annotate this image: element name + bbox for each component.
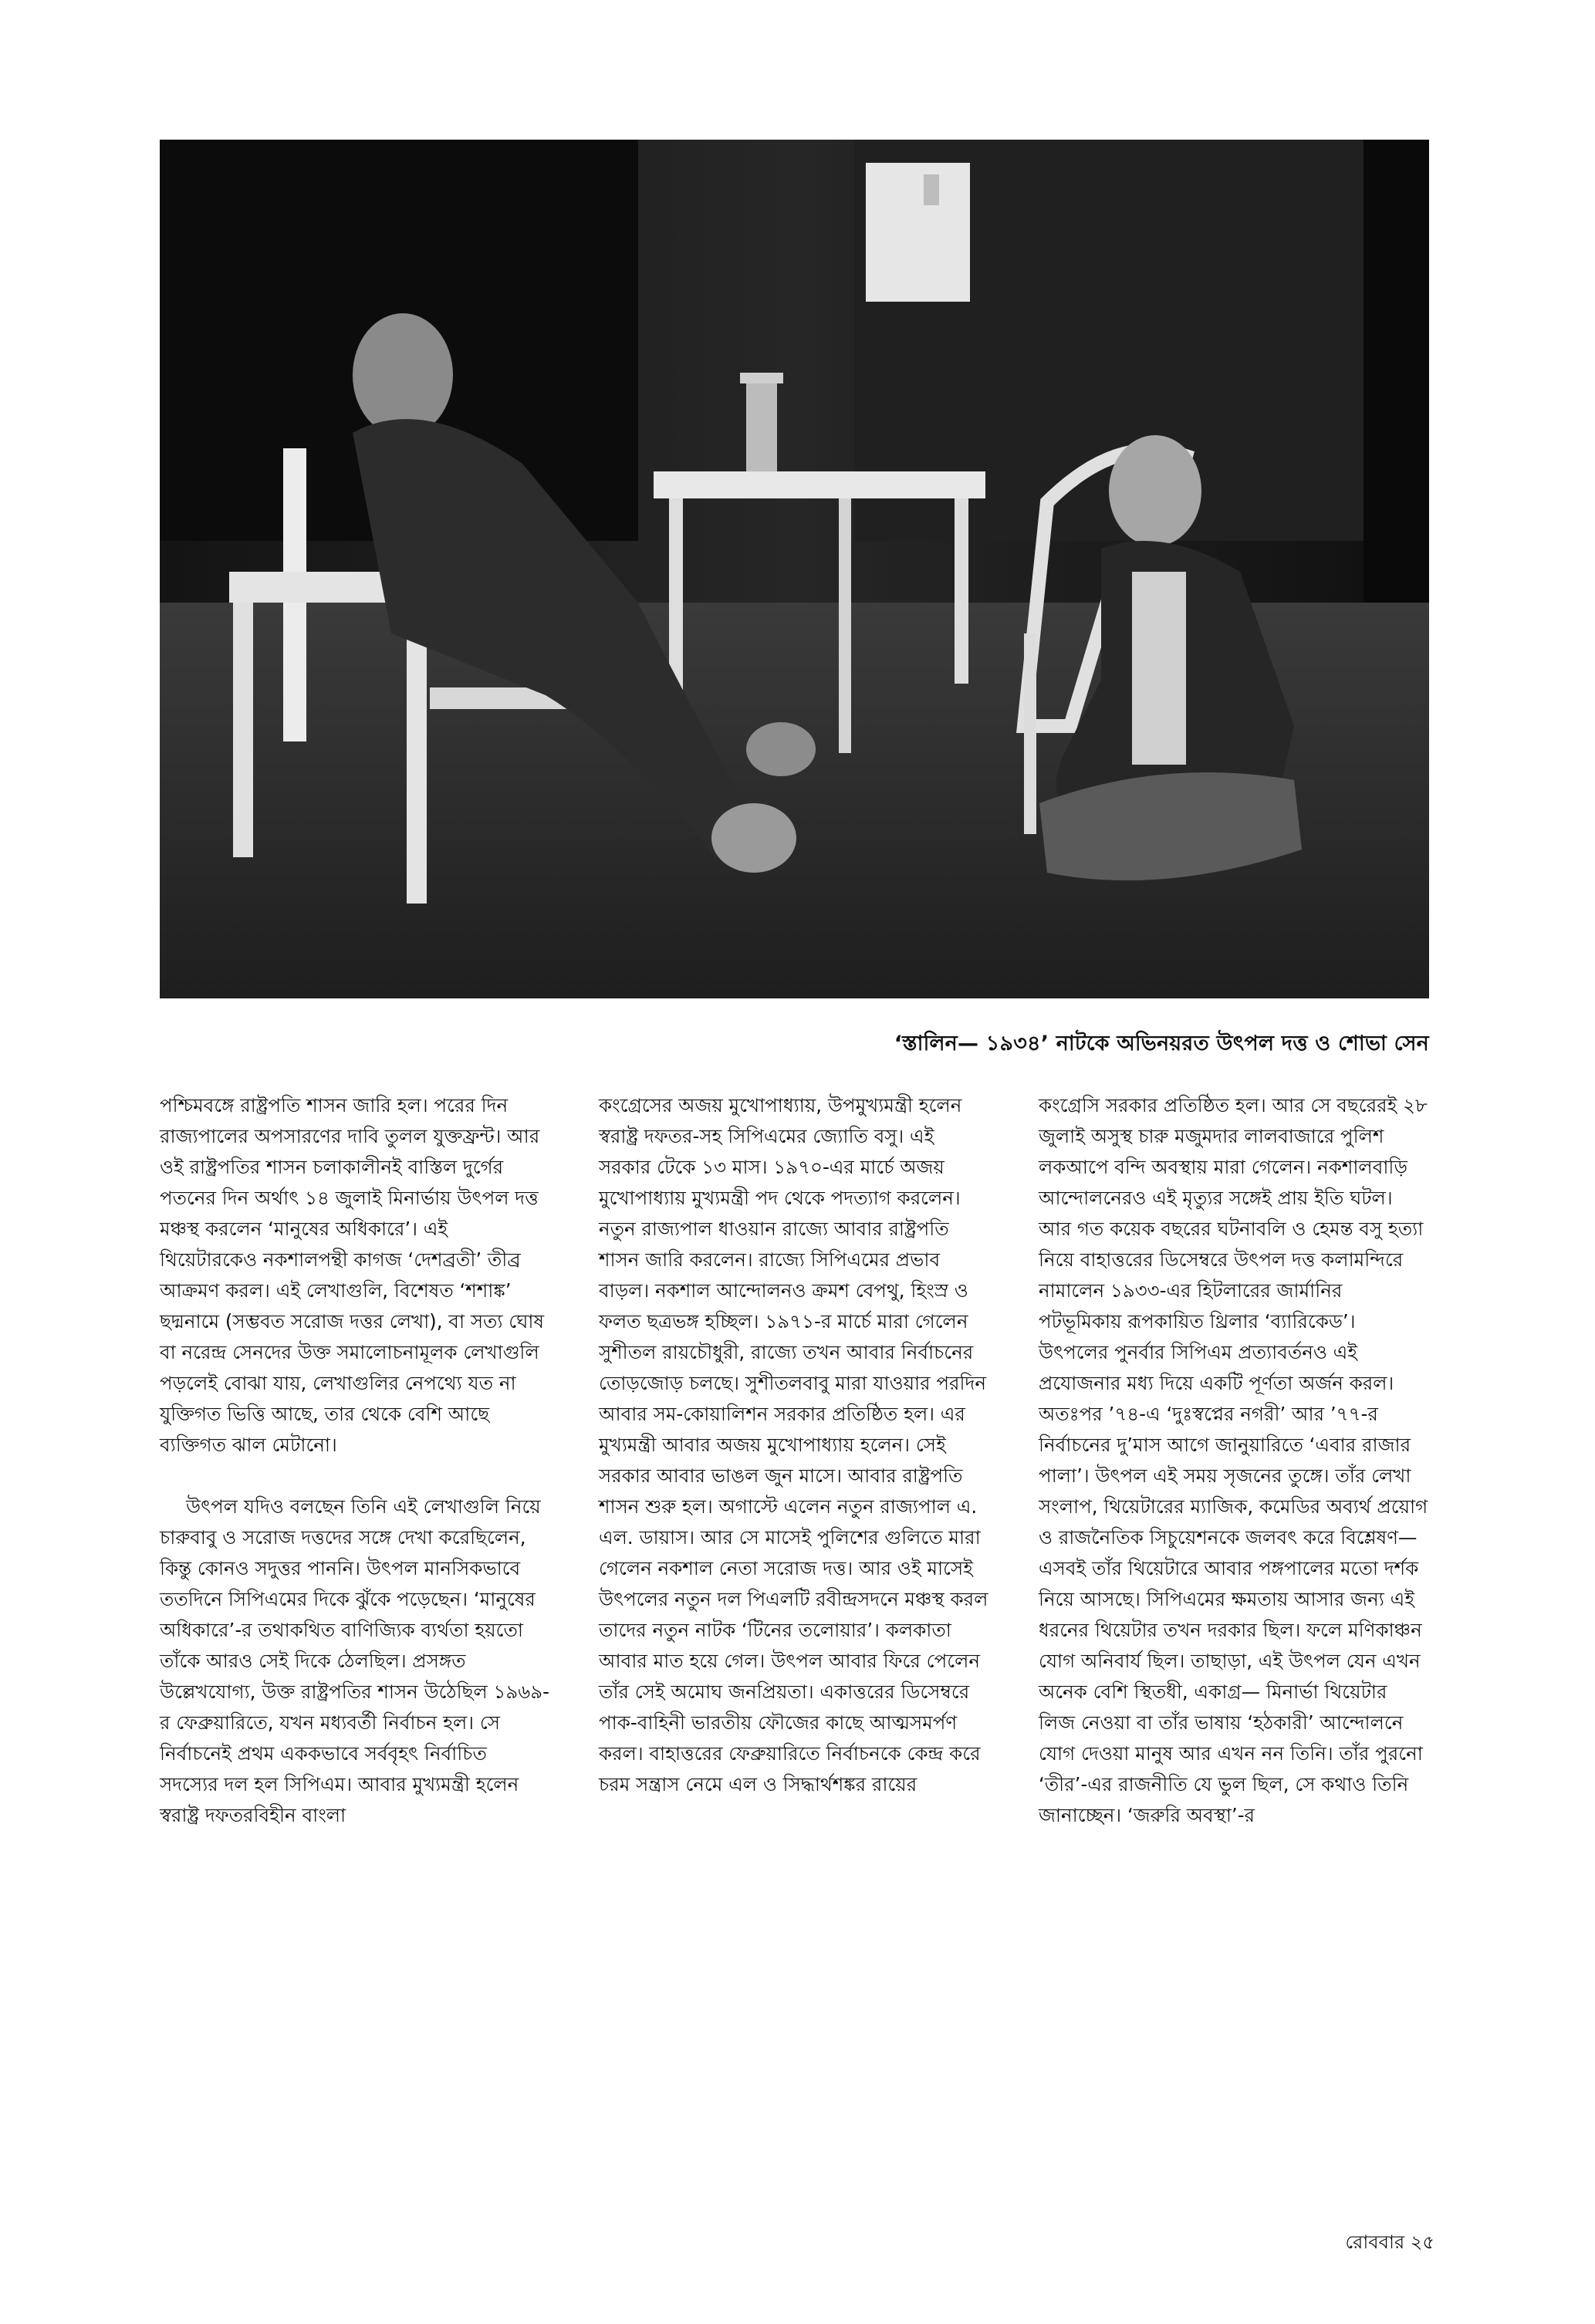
stage-photo [160,140,1429,998]
stage-photo-image [160,140,1429,998]
paragraph: কংগ্রেসের অজয় মুখোপাধ্যায়, উপমুখ্যমন্ত্রী হলেন স্বরাষ্ট্র দফতর-সহ সিপিএমের জ্যোতি বসু। এই সরকার টেকে ১৩ মাস। ১৯৭০-এর মার্চে অজয় মুখোপাধ্যায় মুখ্যমন্ত্রী পদ থেকে পদত্যাগ করলেন। নতুন রাজ্যপাল ধাওয়ান রাজ্যে আবার রাষ্ট্রপতি শাসন জারি করলেন। রাজ্যে সিপিএমের প্রভাব বাড়ল। নকশাল আন্দোলনও ক্রমশ বেপথু, হিংস্র ও ফলত ছত্রভঙ্গ হচ্ছিল। ১৯৭১-র মার্চে মারা গেলেন সুশীতল রায়চৌধুরী, রাজ্যে তখন আবার নির্বাচনের তোড়জোড় চলছে। সুশীতলবাবু মারা যাওয়ার পরদিন আবার সম-কোয়ালিশন সরকার প্রতিষ্ঠিত হল। এর মুখ্যমন্ত্রী আবার অজয় মুখোপাধ্যায় হলেন। সেই সরকার আবার ভাঙল জুন মাসে। আবার রাষ্ট্রপতি শাসন শুরু হল। অগাস্টে এলেন নতুন রাজ্যপাল এ. এল. ডায়াস। আর সে মাসেই পুলিশের গুলিতে মারা গেলেন নকশাল নেতা সরোজ দত্ত। আর ওই মাসেই উৎপলের নতুন দল পিএলটি রবীন্দ্রসদনে মঞ্চস্থ করল তাদের নতুন নাটক ‘টিনের তলোয়ার’। কলকাতা আবার মাত হয়ে গেল। উৎপল আবার ফিরে পেলেন তাঁর সেই অমোঘ জনপ্রিয়তা। একাত্তরের ডিসেম্বরে পাক-বাহিনী ভারতীয় ফৌজের কাছে আত্মসমর্পণ করল। বাহাত্তরের ফেব্রুয়ারিতে নির্বাচনকে কেন্দ্র করে চরম সন্ত্রাস নেমে এল ও সিদ্ধার্থশঙ্কর রায়ের [599,1094,988,1795]
paragraph: কংগ্রেসি সরকার প্রতিষ্ঠিত হল। আর সে বছরেরই ২৮ জুলাই অসুস্থ চারু মজুমদার লালবাজারে পুলিশ লকআপে বন্দি অবস্থায় মারা গেলেন। নকশালবাড়ি আন্দোলনেরও এই মৃত্যুর সঙ্গেই প্রায় ইতি ঘটল। আর গত কয়েক বছরের ঘটনাবলি ও হেমন্ত বসু হত্যা নিয়ে বাহাত্তরের ডিসেম্বরে উৎপল দত্ত কলামন্দিরে নামালেন ১৯৩৩-এর হিটলারের জার্মানির পটভূমিকায় রূপকায়িত থ্রিলার ‘ব্যারিকেড’। উৎপলের পুনর্বার সিপিএম প্রত্যাবর্তনও এই প্রযোজনার মধ্য দিয়ে একটি পূর্ণতা অর্জন করল। অতঃপর ’৭৪-এ ‘দুঃস্বপ্নের নগরী’ আর ’৭৭-র নির্বাচনের দু’মাস আগে জানুয়ারিতে ‘এবার রাজার পালা’। উৎপল এই সময় সৃজনের তুঙ্গে। তাঁর লেখা সংলাপ, থিয়েটারের ম্যাজিক, কমেডির অব্যর্থ প্রয়োগ ও রাজনৈতিক সিচুয়েশনকে জলবৎ করে বিশ্লেষণ— এসবই তাঁর থিয়েটারে আবার পঙ্গপালের মতো দর্শক নিয়ে আসছে। সিপিএমের ক্ষমতায় আসার জন্য এই ধরনের থিয়েটার তখন দরকার ছিল। ফলে মণিকাঞ্চন যোগ অনিবার্য ছিল। তাছাড়া, এই উৎপল যেন এখন অনেক বেশি স্থিতধী, একাগ্র— মিনার্ভা থিয়েটার লিজ নেওয়া বা তাঁর ভাষায় ‘হঠকারী’ আন্দোলনে যোগ দেওয়া মানুষ আর এখন নন তিনি। তাঁর পুরনো ‘তীর’-এর রাজনীতি যে ভুল ছিল, সে কথাও তিনি জানাচ্ছেন। ‘জরুরি অবস্থা’-র [1039,1094,1428,1826]
article-column-2 [599,1090,988,1800]
article-column-1 [160,1090,549,1831]
paragraph: পশ্চিমবঙ্গে রাষ্ট্রপতি শাসন জারি হল। পরের দিন রাজ্যপালের অপসারণের দাবি তুলল যুক্তফ্রন্ট। আর ওই রাষ্ট্রপতির শাসন চলাকালীনই বাস্তিল দুর্গের পতনের দিন অর্থাৎ ১৪ জুলাই মিনার্ভায় উৎপল দত্ত মঞ্চস্থ করলেন ‘মানুষের অধিকারে’। এই থিয়েটারকেও নকশালপন্থী কাগজ ‘দেশব্রতী’ তীব্র আক্রমণ করল। এই লেখাগুলি, বিশেষত ‘শশাঙ্ক’ ছদ্মনামে (সম্ভবত সরোজ দত্তর লেখা), বা সত্য ঘোষ বা নরেন্দ্র সেনদের উক্ত সমালোচনামূলক লেখাগুলি পড়লেই বোঝা যায়, লেখাগুলির নেপথ্যে যত না যুক্তিগত ভিত্তি আছে, তার থেকে বেশি আছে ব্যক্তিগত ঝাল মেটানো। [160,1094,544,1456]
article-column-3 [1039,1090,1428,1831]
photo-caption: ‘স্তালিন— ১৯৩৪’ নাটকে অভিনয়রত উৎপল দত্ত ও শোভা সেন [894,1032,1429,1056]
paragraph: উৎপল যদিও বলছেন তিনি এই লেখাগুলি নিয়ে চারুবাবু ও সরোজ দত্তদের সঙ্গে দেখা করেছিলেন, কিন্তু কোনও সদুত্তর পাননি। উৎপল মানসিকভাবে ততদিনে সিপিএমের দিকে ঝুঁকে পড়েছেন। ‘মানুষের অধিকারে’-র তথাকথিত বাণিজ্যিক ব্যর্থতা হয়তো তাঁকে আরও সেই দিকে ঠেলছিল। প্রসঙ্গত উল্লেখযোগ্য, উক্ত রাষ্ট্রপতির শাসন উঠেছিল ১৯৬৯-র ফেব্রুয়ারিতে, যখন মধ্যবর্তী নির্বাচন হল। সে নির্বাচনেই প্রথম এককভাবে সর্ববৃহৎ নির্বাচিত সদস্যের দল হল সিপিএম। আবার মুখ্যমন্ত্রী হলেন স্বরাষ্ট্র দফতরবিহীন বাংলা [160,1495,549,1826]
page-folio: রোববার ২৫ [1345,2231,1434,2253]
